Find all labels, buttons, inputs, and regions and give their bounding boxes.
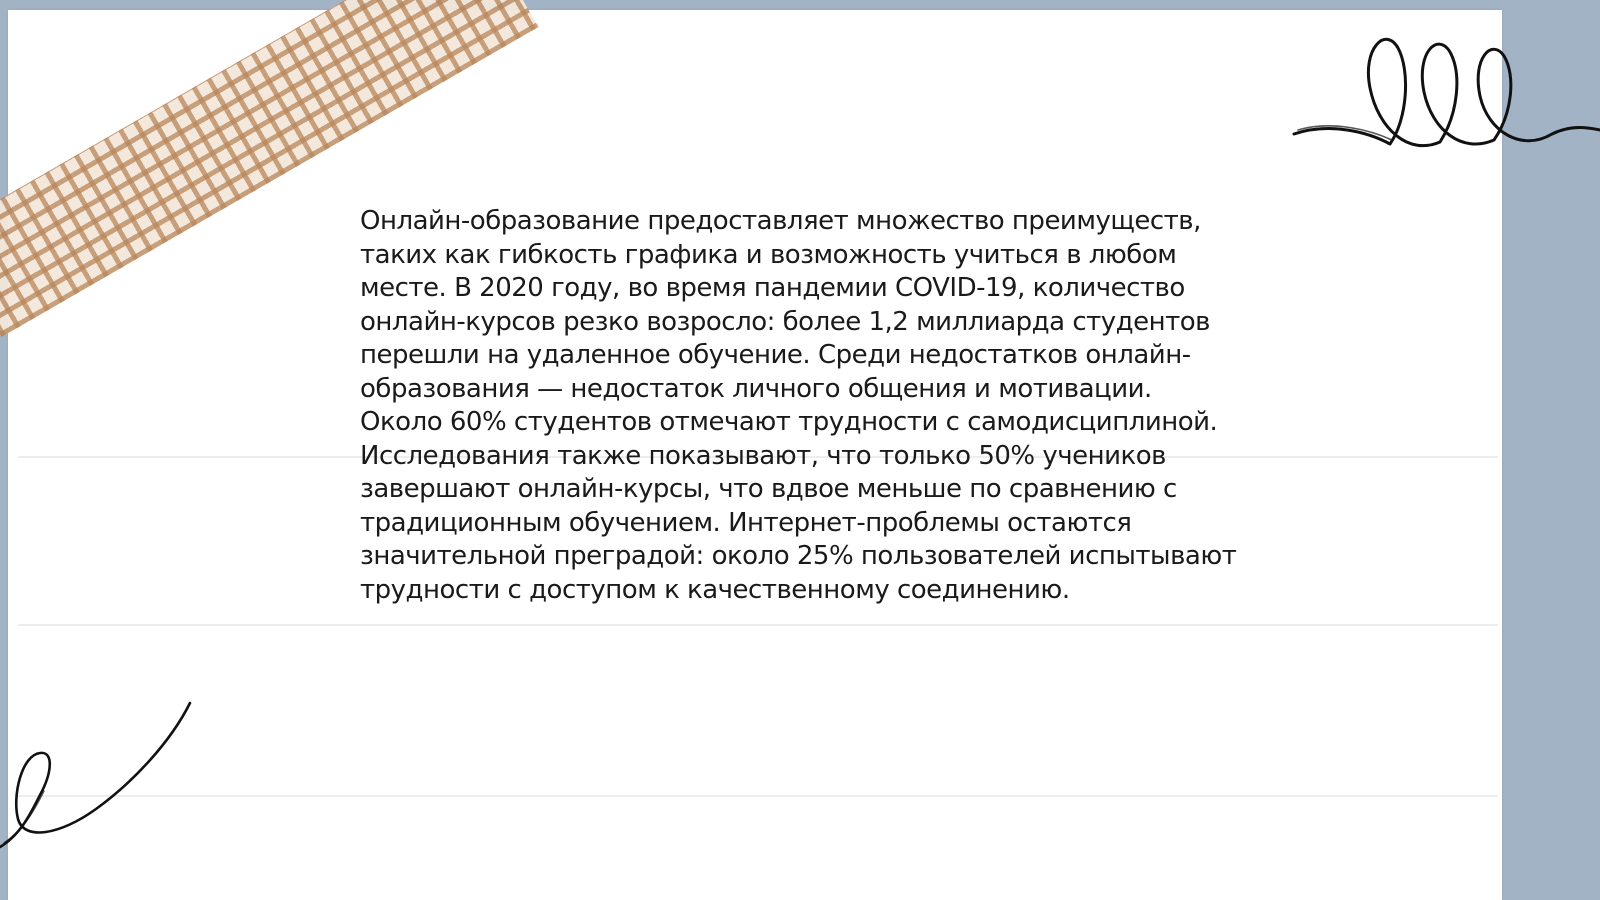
paper-rule-line bbox=[18, 624, 1498, 626]
loop-squiggle-icon bbox=[1290, 30, 1600, 170]
main-paragraph: Онлайн-образование предоставляет множество преимуществ, таких как гибкость графика и возможность учиться в любом месте. В 2020 году, во время пандемии COVID-19, количество онлайн-курсов резко возросло: более 1,2 миллиарда студентов перешли на удаленное обучение. Среди недостатков онлайн-образования — недостаток личного общения и мотивации. Около 60% студентов отмечают трудности с самодисциплиной. Исследования также показывают, что только 50% учеников завершают онлайн-курсы, что вдвое меньше по сравнению с традиционным обучением. Интернет-проблемы остаются значительной преградой: около 25% пользователей испытывают трудности с доступом к качественному соединению. bbox=[360, 206, 1237, 605]
loop-squiggle-icon bbox=[0, 695, 200, 845]
paper-rule-line bbox=[18, 795, 1498, 797]
